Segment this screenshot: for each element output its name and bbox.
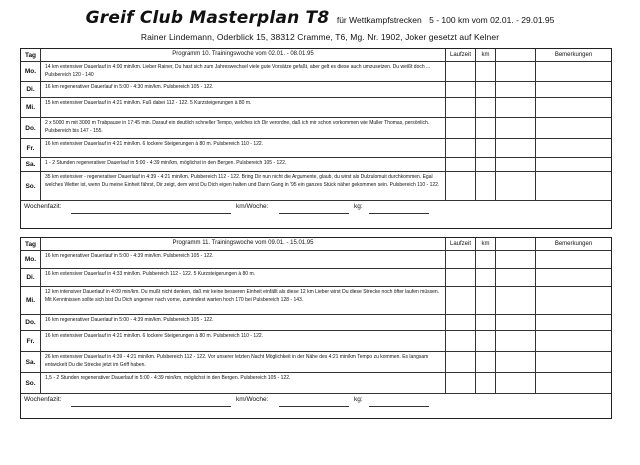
day-label: Mi. [21, 98, 41, 117]
bemerkungen-cell[interactable] [536, 62, 611, 81]
empty-cell [496, 331, 536, 351]
plan-title: Greif Club Masterplan T8 [85, 8, 330, 28]
day-label: Mo. [21, 62, 41, 81]
day-label: So. [21, 373, 41, 393]
runner-info: Rainer Lindemann, Oderblick 15, 38312 Cramme, T6, Mg. Nr. 1902, Joker gesetzt auf Kelner [140, 32, 500, 42]
day-label: Fr. [21, 139, 41, 157]
day-label: So. [21, 172, 41, 200]
day-workout-text: 1,5 - 2 Stunden regenerativer Dauerlauf in 5:00 - 4:39 min/km, möglichst in den Bergen. Pulsbereich 105 - 122. [41, 373, 446, 393]
km-cell[interactable] [476, 251, 496, 268]
day-workout-text: 16 km extensiver Dauerlauf in 4:33 min/km. Pulsbereich 112 - 122. 5 Kurzsteigerungen à 80 m. [41, 269, 446, 286]
empty-cell [496, 352, 536, 372]
bemerkungen-cell[interactable] [536, 82, 611, 97]
col-empty-header [496, 238, 536, 250]
day-label: Do. [21, 118, 41, 138]
plan-header-title-line [0, 8, 640, 28]
laufzeit-cell[interactable] [446, 82, 476, 97]
day-row [21, 118, 611, 139]
empty-cell [496, 62, 536, 81]
empty-cell [496, 269, 536, 286]
bemerkungen-cell[interactable] [536, 251, 611, 268]
week-1-title: Programm 10. Trainingswoche vom 02.01. - 08.01.95 [41, 49, 446, 61]
km-woche-label: km/Woche: [236, 396, 269, 403]
day-row [21, 82, 611, 98]
km-woche-field[interactable] [279, 406, 349, 407]
day-workout-text: 15 km extensiver Dauerlauf in 4:21 min/km. Fuß dabei 112 - 122. 5 Kurzsteigerungen à 80 m. [41, 98, 446, 117]
bemerkungen-cell[interactable] [536, 158, 611, 171]
wochenfazit-field[interactable] [71, 213, 231, 214]
day-row [21, 98, 611, 118]
day-workout-text: 16 km regenerativer Dauerlauf in 5:00 - 4:30 min/km. Pulsbereich 105 - 122. [41, 82, 446, 97]
wochenfazit-field[interactable] [71, 406, 231, 407]
empty-cell [496, 373, 536, 393]
empty-cell [496, 287, 536, 314]
plan-date-range: 5 - 100 km vom 02.01. - 29.01.95 [429, 15, 555, 25]
day-label: Di. [21, 82, 41, 97]
wochenfazit-label: Wochenfazit: [24, 396, 62, 403]
day-row [21, 251, 611, 269]
day-label: Di. [21, 269, 41, 286]
km-cell[interactable] [476, 82, 496, 97]
laufzeit-cell[interactable] [446, 287, 476, 314]
laufzeit-cell[interactable] [446, 352, 476, 372]
day-row [21, 352, 611, 373]
km-cell[interactable] [476, 172, 496, 200]
day-label: Sa. [21, 158, 41, 171]
day-workout-text: 16 km extensiver Dauerlauf in 4:21 min/km. 6 lockere Steigerungen à 80 m. Pulsbereich 110 - 122. [41, 331, 446, 351]
km-cell[interactable] [476, 352, 496, 372]
week-1-header-row [21, 49, 611, 62]
km-cell[interactable] [476, 158, 496, 171]
col-km-header: km [476, 238, 496, 250]
kg-field[interactable] [369, 406, 429, 407]
laufzeit-cell[interactable] [446, 158, 476, 171]
bemerkungen-cell[interactable] [536, 373, 611, 393]
bemerkungen-cell[interactable] [536, 331, 611, 351]
day-row [21, 373, 611, 394]
empty-cell [496, 139, 536, 157]
col-laufzeit-header: Laufzeit [446, 238, 476, 250]
km-cell[interactable] [476, 315, 496, 330]
day-row [21, 315, 611, 331]
bemerkungen-cell[interactable] [536, 287, 611, 314]
bemerkungen-cell[interactable] [536, 269, 611, 286]
empty-cell [496, 98, 536, 117]
laufzeit-cell[interactable] [446, 269, 476, 286]
day-row [21, 139, 611, 158]
day-workout-text: 26 km extensiver Dauerlauf in 4:39 - 4:21 min/km. Pulsbereich 112 - 122. Vor unserer letzten Nacht Möglichkeit in der Nähe des 4:21 min/km Tempo zu kommen. Es langsam entwickelt Du die Strecke jetzt im Griff haben. [41, 352, 446, 372]
day-label: Fr. [21, 331, 41, 351]
day-row [21, 62, 611, 82]
empty-cell [496, 118, 536, 138]
km-cell[interactable] [476, 139, 496, 157]
week-1-table [20, 48, 612, 229]
km-cell[interactable] [476, 98, 496, 117]
week-summary-row [21, 394, 611, 414]
empty-cell [496, 172, 536, 200]
km-cell[interactable] [476, 287, 496, 314]
laufzeit-cell[interactable] [446, 251, 476, 268]
laufzeit-cell[interactable] [446, 98, 476, 117]
laufzeit-cell[interactable] [446, 373, 476, 393]
bemerkungen-cell[interactable] [536, 315, 611, 330]
day-row [21, 172, 611, 201]
day-row [21, 331, 611, 352]
empty-cell [496, 158, 536, 171]
col-km-header: km [476, 49, 496, 61]
km-woche-field[interactable] [279, 213, 349, 214]
km-cell[interactable] [476, 118, 496, 138]
km-cell[interactable] [476, 62, 496, 81]
col-tag-header: Tag [21, 49, 41, 61]
col-tag-header: Tag [21, 238, 41, 250]
laufzeit-cell[interactable] [446, 139, 476, 157]
week-2-table [20, 237, 612, 419]
km-cell[interactable] [476, 269, 496, 286]
plan-title-for: für Wettkampfstrecken [336, 15, 422, 25]
day-label: Mo. [21, 251, 41, 268]
empty-cell [496, 251, 536, 268]
day-workout-text: 16 km extensiver Dauerlauf in 4:21 min/km. 6 lockere Steigerungen à 80 m. Pulsbereich 110 - 122. [41, 139, 446, 157]
km-woche-label: km/Woche: [236, 203, 269, 210]
day-label: Sa. [21, 352, 41, 372]
laufzeit-cell[interactable] [446, 118, 476, 138]
day-workout-text: 1 - 2 Stunden regenerativer Dauerlauf in 5:00 - 4:39 min/km, möglichst in den Bergen. Pulsbereich 105 - 122. [41, 158, 446, 171]
col-bemerkungen-header: Bemerkungen [554, 241, 593, 247]
laufzeit-cell[interactable] [446, 172, 476, 200]
day-workout-text: 2 x 5000 m mit 3000 m Trabpause in 17:45 min. Darauf ein deutlich schneller Tempo, welches ich Dir verordne, daß ich mir schon vorkommen wie Muller Thomas, persönlich. Pulsbereich bis 147 - 155. [41, 118, 446, 138]
col-laufzeit-header: Laufzeit [446, 49, 476, 61]
bemerkungen-cell[interactable] [536, 352, 611, 372]
laufzeit-cell[interactable] [446, 62, 476, 81]
laufzeit-cell[interactable] [446, 331, 476, 351]
day-row [21, 287, 611, 315]
day-workout-text: 16 km regenerativer Dauerlauf in 5:00 - 4:39 min/km. Pulsbereich 105 - 122. [41, 315, 446, 330]
bemerkungen-cell[interactable] [536, 118, 611, 138]
empty-cell [496, 82, 536, 97]
day-row [21, 269, 611, 287]
empty-cell [496, 315, 536, 330]
week-summary-row [21, 201, 611, 221]
km-cell[interactable] [476, 331, 496, 351]
day-label: Mi. [21, 287, 41, 314]
kg-field[interactable] [369, 213, 429, 214]
bemerkungen-cell[interactable] [536, 98, 611, 117]
kg-label: kg: [354, 396, 363, 403]
day-workout-text: 12 km intensiver Dauerlauf in 4:09 min/km. Du mußt nicht denken, daß mir keine besseren Einheit einfällt als diese 12 km Lieber wirst Du diese Strecke noch öfter laufen müssen. Mit Kenntnissen sollte sich bist Du Dich ungerner nach vorne, zumindest warten hoch 170 bei Pulsbereich 128 - 143. [41, 287, 446, 314]
day-workout-text: 16 km regenerativer Dauerlauf in 5:00 - 4:39 min/km. Pulsbereich 105 - 122. [41, 251, 446, 268]
day-row [21, 158, 611, 172]
bemerkungen-cell[interactable] [536, 172, 611, 200]
km-cell[interactable] [476, 373, 496, 393]
bemerkungen-cell[interactable] [536, 139, 611, 157]
week-2-title: Programm 11. Trainingswoche vom 09.01. - 15.01.95 [41, 238, 446, 250]
wochenfazit-label: Wochenfazit: [24, 203, 62, 210]
laufzeit-cell[interactable] [446, 315, 476, 330]
day-workout-text: 35 km extensiver - regenerativer Dauerlauf in 4:39 - 4:21 min/km. Pulsbereich 112 - 122. Bring Dir nun nicht die Argumente, glaub, du wirst als Dulzulomuit durchkommen. Egal welches Wetter ist, wenn Du meine Einheit fährst, Dir zeigt, dem wirst Du Dich eigen halten und Dann Gang in '95 ein ganzes Stück näher gekommen sein. Pulsbereich 110 - 122. [41, 172, 446, 200]
col-bemerkungen-header: Bemerkungen [554, 52, 593, 58]
day-workout-text: 14 km extensiver Dauerlauf in 4:00 min/km. Lieber Rainer, Du hast sich zum Jahreswechsel viele gute Vorsätze gefaßt, aber gelt es diese auch umzusetzen. Du weißt doch ... Pulsbereich 120 - 140 [41, 62, 446, 81]
col-empty-header [496, 49, 536, 61]
week-2-header-row [21, 238, 611, 251]
kg-label: kg: [354, 203, 363, 210]
day-label: Do. [21, 315, 41, 330]
